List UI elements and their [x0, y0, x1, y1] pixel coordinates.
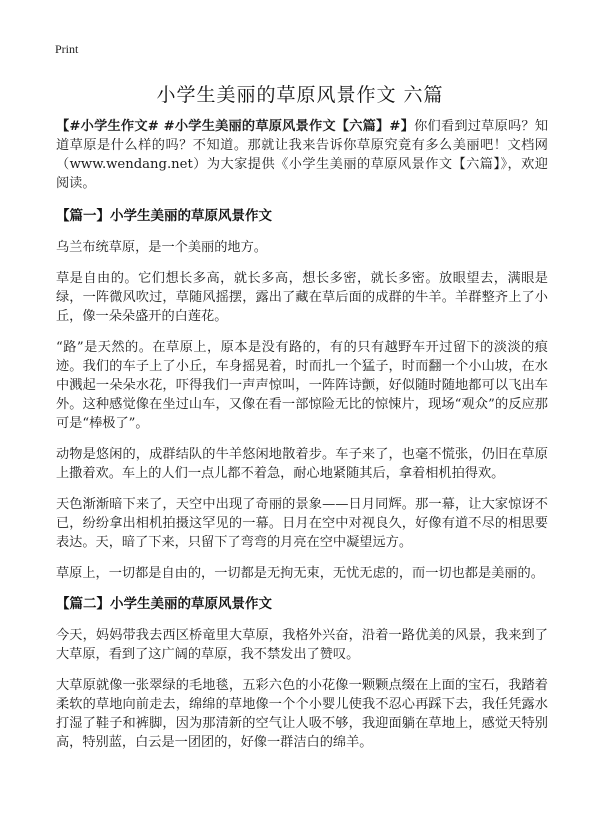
section-1-paragraph: 草是自由的。它们想长多高，就长多高，想长多密，就长多密。放眼望去，满眼是绿，一阵微风吹过，草随风摇摆，露出了藏在草后面的成群的牛羊。羊群整齐上了小丘，像一朵朵盛开的白莲花。 — [56, 271, 548, 324]
section-heading-1: 【篇一】小学生美丽的草原风景作文 — [56, 208, 272, 224]
section-1-paragraph: “路”是天然的。在草原上，原本是没有路的，有的只有越野车开过留下的淡淡的痕迹。我们的车子上了小丘，车身摇晃着，时而扎一个猛子，时而翻一个小山坡，在水中溅起一朵朵水花，吓得我们一声声惊叫，一阵阵诗颤，好似随时随地都可以飞出车外。这种感觉像在坐过山车，又像在看一部惊险无比的惊悚片，现场“观众”的反应那可是“棒极了”。 — [56, 340, 548, 431]
section-1-paragraph: 乌兰布统草原，是一个美丽的地方。 — [56, 240, 267, 255]
intro-text: 你们看到过草原吗？知道草原是什么样的吗？不知道。那就让我来告诉你草原究竟有多么美丽吧！文档网（www.wendang.net）为大家提供《小学生美丽的草原风景作文【六篇】》，欢迎阅读。 — [56, 119, 549, 191]
section-1-paragraph: 天色渐渐暗下来了，天空中出现了奇丽的景象——日月同辉。那一幕，让大家惊讶不已，纷纷拿出相机拍摄这罕见的一幕。日月在空中对视良久，好像有道不尽的相思要表达。天，暗了下来，只留下了弯弯的月亮在空中凝望远方。 — [56, 497, 548, 550]
print-label[interactable]: Print — [55, 42, 79, 56]
document-body — [56, 117, 548, 764]
section-2-paragraph: 今天，妈妈带我去西区桥竜里大草原，我格外兴奋，沿着一路优美的风景，我来到了大草原，看到了这广阔的草原，我不禁发出了赞叹。 — [56, 628, 548, 662]
section-1-paragraph: 草原上，一切都是自由的，一切都是无拘无束，无忧无虑的，而一切也都是美丽的。 — [56, 566, 544, 581]
section-1-paragraph: 动物是悠闲的，成群结队的牛羊悠闲地散着步。车子来了，也毫不慌张，仍旧在草原上撒着欢。车上的人们一点儿都不着急，耐心地紧随其后，拿着相机拍得欢。 — [56, 447, 548, 481]
intro-paragraph — [56, 117, 548, 193]
document-title: 小学生美丽的草原风景作文 六篇 — [156, 84, 444, 106]
section-heading-2: 【篇二】小学生美丽的草原风景作文 — [56, 596, 272, 612]
intro-tag: 【#小学生作文# #小学生美丽的草原风景作文【六篇】#】 — [56, 119, 415, 134]
section-2-paragraph: 大草原就像一张翠绿的毛地毯，五彩六色的小花像一颗颗点缀在上面的宝石，我踏着柔软的草地向前走去，绵绵的草地像一个个小婴儿使我不忍心再踩下去，我任凭露水打湿了鞋子和裤脚，因为那清新的空气让人吸不够，我迎面躺在草地上，感觉天特别高，特别蓝，白云是一团团的，好像一群洁白的绵羊。 — [56, 678, 548, 750]
